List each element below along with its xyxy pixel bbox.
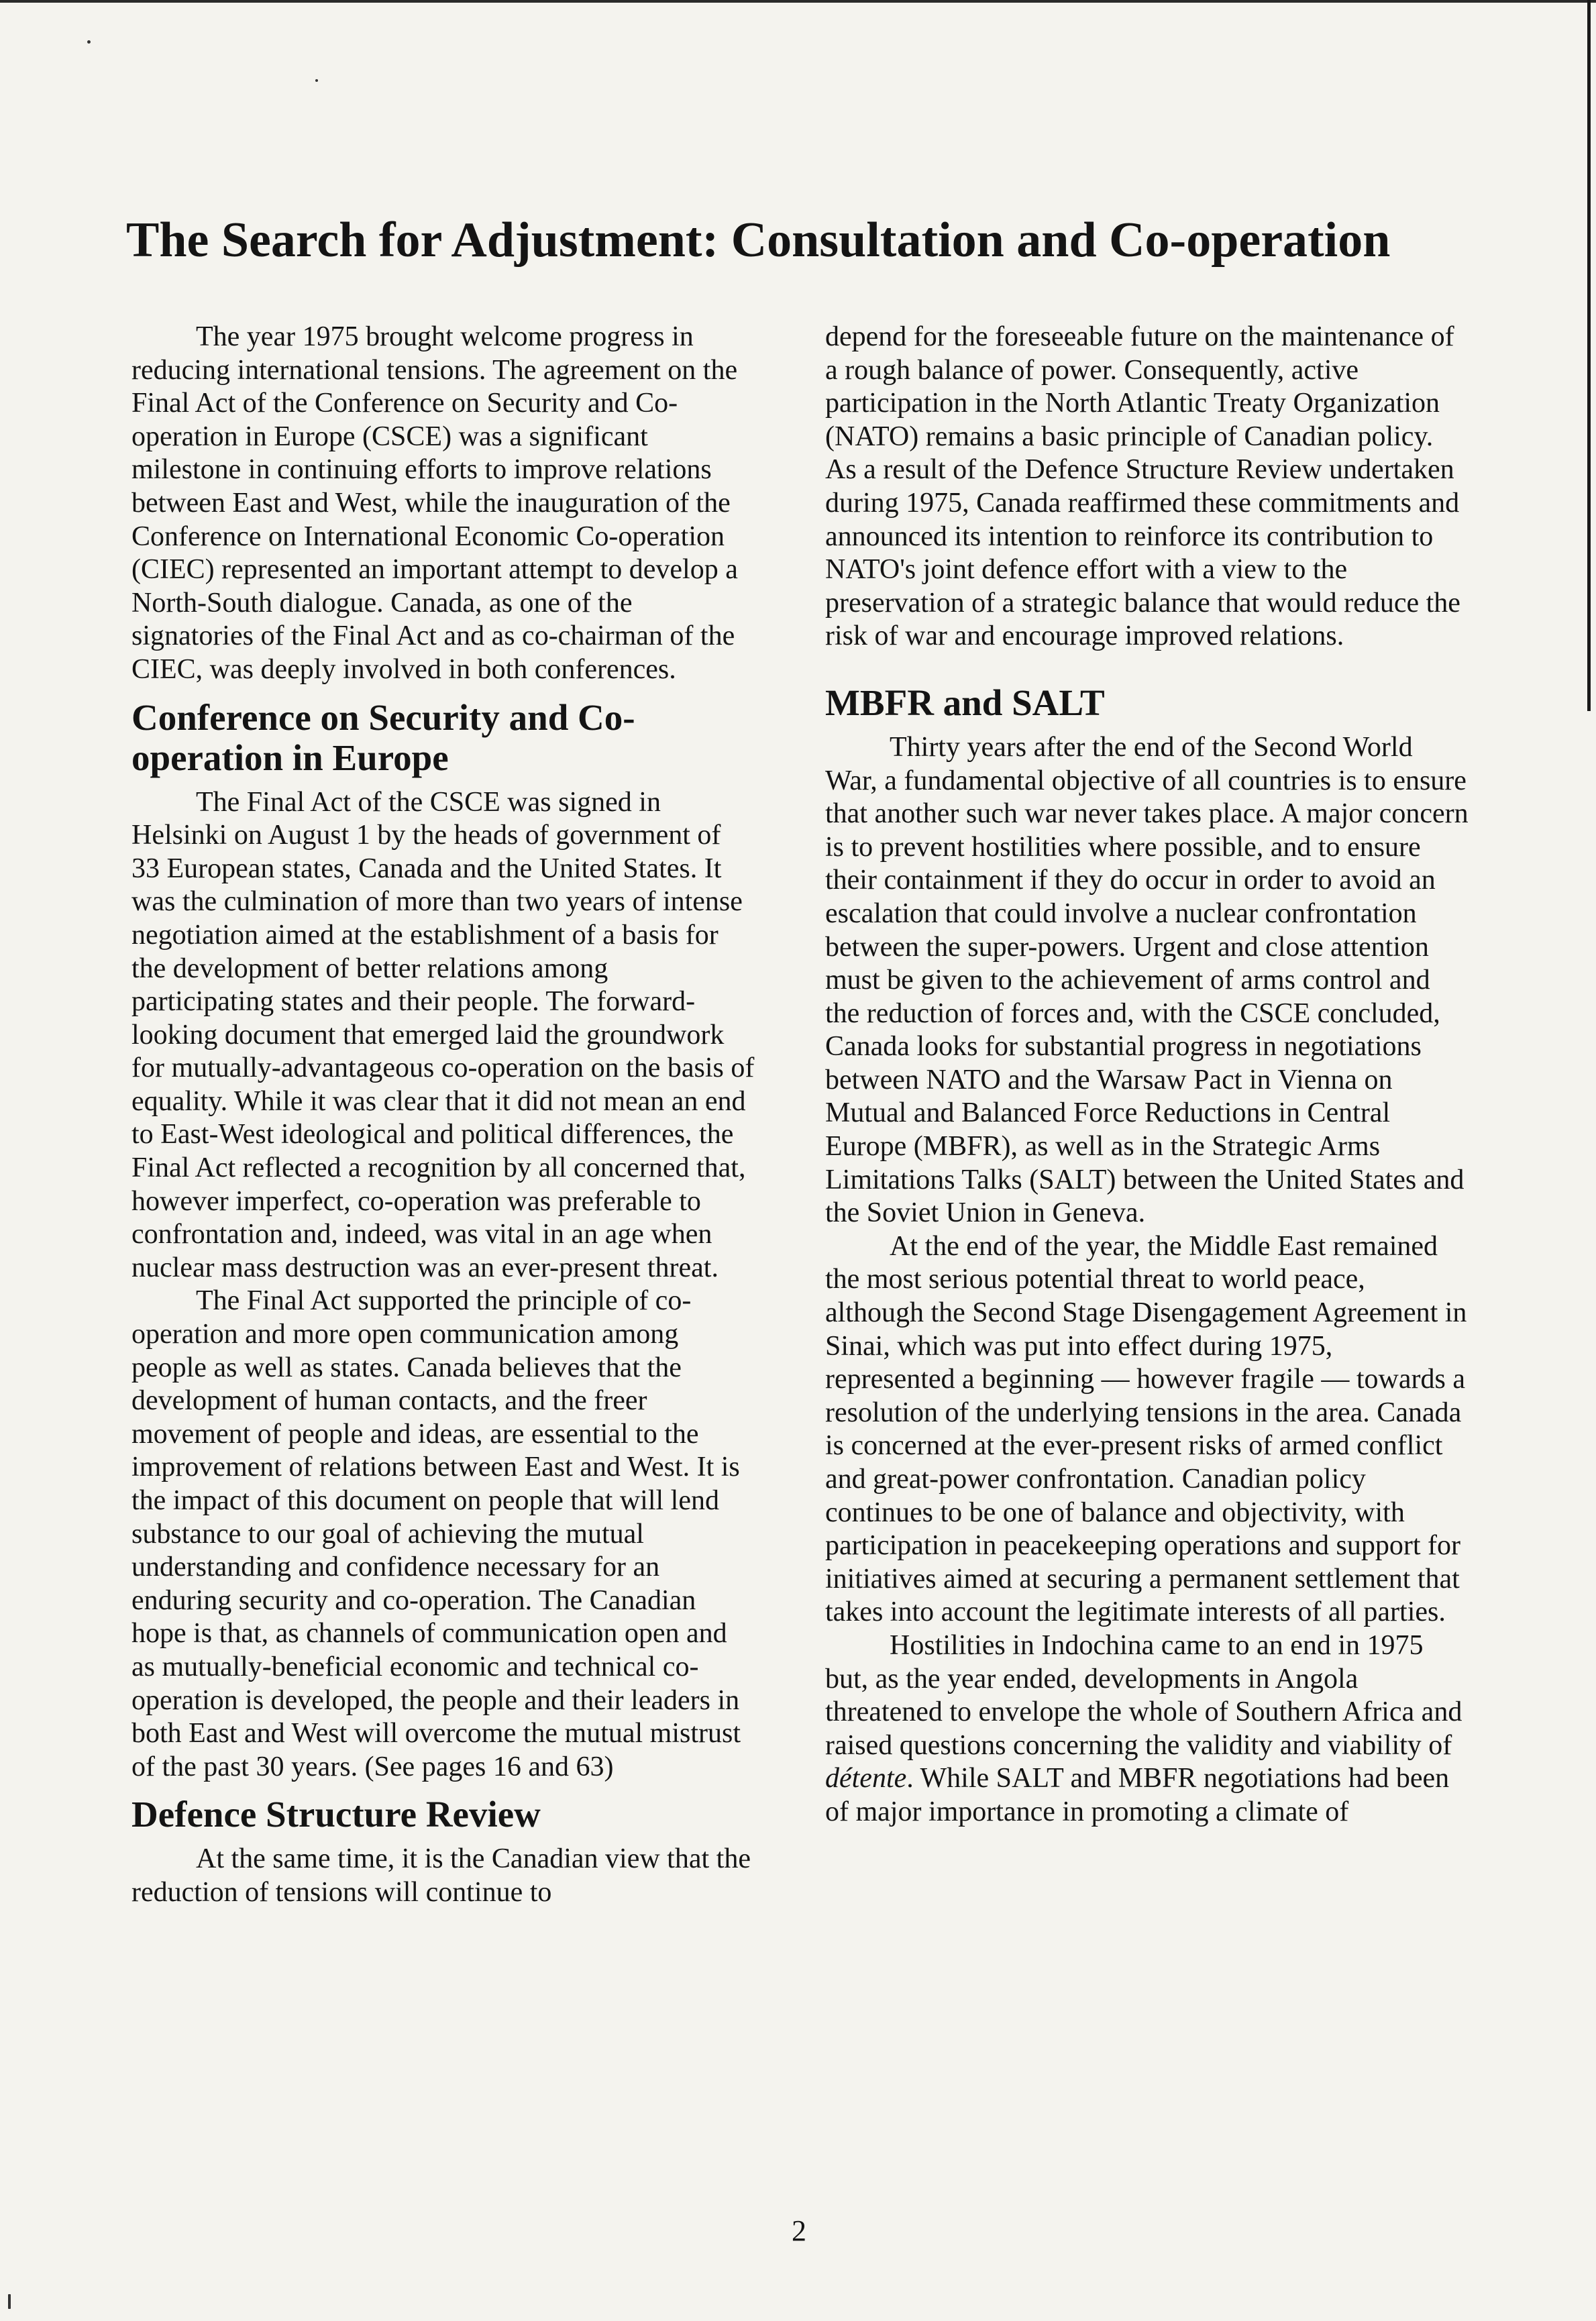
scan-speck (8, 2294, 11, 2309)
right-column (825, 321, 1469, 1829)
mbfr-paragraph-3 (825, 1629, 1469, 1829)
mbfr-salt-heading: MBFR and SALT (825, 682, 1105, 723)
scan-speck (315, 79, 318, 82)
top-border-rule (0, 0, 1596, 3)
mbfr-paragraph-1: Thirty years after the end of the Second World War, a fundamental objective of all countries is to ensure that another such war never takes place. A major concern is to prevent hostilities where possible, and to ensure their containment if they do occur in order to avoid an escalation that could involve a nuclear confrontation between the super-powers. Urgent and close attention must be given to the achievement of arms control and the reduction of forces and, with the CSCE concluded, Canada looks for substantial progress in negotiations between NATO and the Warsaw Pact in Vienna on Mutual and Balanced Force Reductions in Central Europe (MBFR), as well as in the Strategic Arms Limitations Talks (SALT) between the United States and the Soviet Union in Geneva. (825, 731, 1469, 1229)
left-column (131, 321, 755, 1910)
csce-paragraph-1: The Final Act of the CSCE was signed in Helsinki on August 1 by the heads of government of 33 European states, Canada and the United States. It was the culmination of more than two years of intense negotiation aimed at the establishment of a basis for the development of better relations among participating states and their people. The forward-looking document that emerged laid the groundwork for mutually-advantageous co-operation on the basis of equality. While it was clear that it did not mean an end to East-West ideological and political differences, the Final Act reflected a recognition by all concerned that, however imperfect, co-operation was preferable to confrontation and, indeed, was vital in an age when nuclear mass destruction was an ever-present threat. (131, 786, 755, 1283)
csce-paragraph-2: The Final Act supported the principle of co-operation and more open communication among people as well as states. Canada believes that the development of human contacts, and the freer movement of people and ideas, are essential to the improvement of relations between East and West. It is the impact of this document on people that will lend substance to our goal of achieving the mutual understanding and confidence necessary for an enduring security and co-operation. The Canadian hope is that, as channels of communication open and as mutually-beneficial economic and technical co-operation is developed, the people and their leaders in both East and West will overcome the mutual mistrust of the past 30 years. (See pages 16 and 63) (131, 1285, 741, 1782)
mbfr-paragraph-3-start: Hostilities in Indochina came to an end in 1975 but, as the year ended, developments in Angola threatened to envelope the whole of Southern Africa and raised questions concerning the validity and viability of (825, 1629, 1462, 1761)
mbfr-paragraph-2: At the end of the year, the Middle East remained the most serious potential threat to world peace, although the Second Stage Disengagement Agreement in Sinai, which was put into effect during 1975, represented a beginning — however fragile — towards a resolution of the underlying tensions in the area. Canada is concerned at the ever-present risks of armed conflict and great-power confrontation. Canadian policy continues to be one of balance and objectivity, with participation in peacekeeping operations and support for initiatives aimed at securing a permanent settlement that takes into account the legitimate interests of all parties. (825, 1230, 1467, 1628)
defence-review-heading: Defence Structure Review (131, 1794, 541, 1835)
page-title: The Search for Adjustment: Consultation and Co-operation (126, 212, 1391, 268)
csce-heading: Conference on Security and Co-operation in Europe (131, 696, 635, 778)
page-number: 2 (792, 2214, 806, 2247)
defence-review-paragraph: At the same time, it is the Canadian view that the reduction of tensions will continue to (131, 1843, 751, 1908)
intro-paragraph: The year 1975 brought welcome progress in reducing international tensions. The agreement on the Final Act of the Conference on Security and Co-operation in Europe (CSCE) was a significant milestone in continuing efforts to improve relations between East and West, while the inauguration of the Conference on International Economic Co-operation (CIEC) represented an important attempt to develop a North-South dialogue. Canada, as one of the signatories of the Final Act and as co-chairman of the CIEC, was deeply involved in both conferences. (131, 321, 738, 685)
defence-review-continuation: depend for the foreseeable future on the maintenance of a rough balance of power. Consequently, active participation in the North Atlantic Treaty Organization (NATO) remains a basic principle of Canadian policy. As a result of the Defence Structure Review undertaken during 1975, Canada reaffirmed these commitments and announced its intention to reinforce its contribution to NATO's joint defence effort with a view to the preservation of a strategic balance that would reduce the risk of war and encourage improved relations. (825, 321, 1460, 652)
mbfr-paragraph-3-end: . While SALT and MBFR negotiations had been of major importance in promoting a climate of (825, 1763, 1450, 1827)
right-border-rule (1587, 0, 1591, 711)
detente-italic: détente (825, 1763, 907, 1794)
scan-speck (87, 40, 91, 44)
